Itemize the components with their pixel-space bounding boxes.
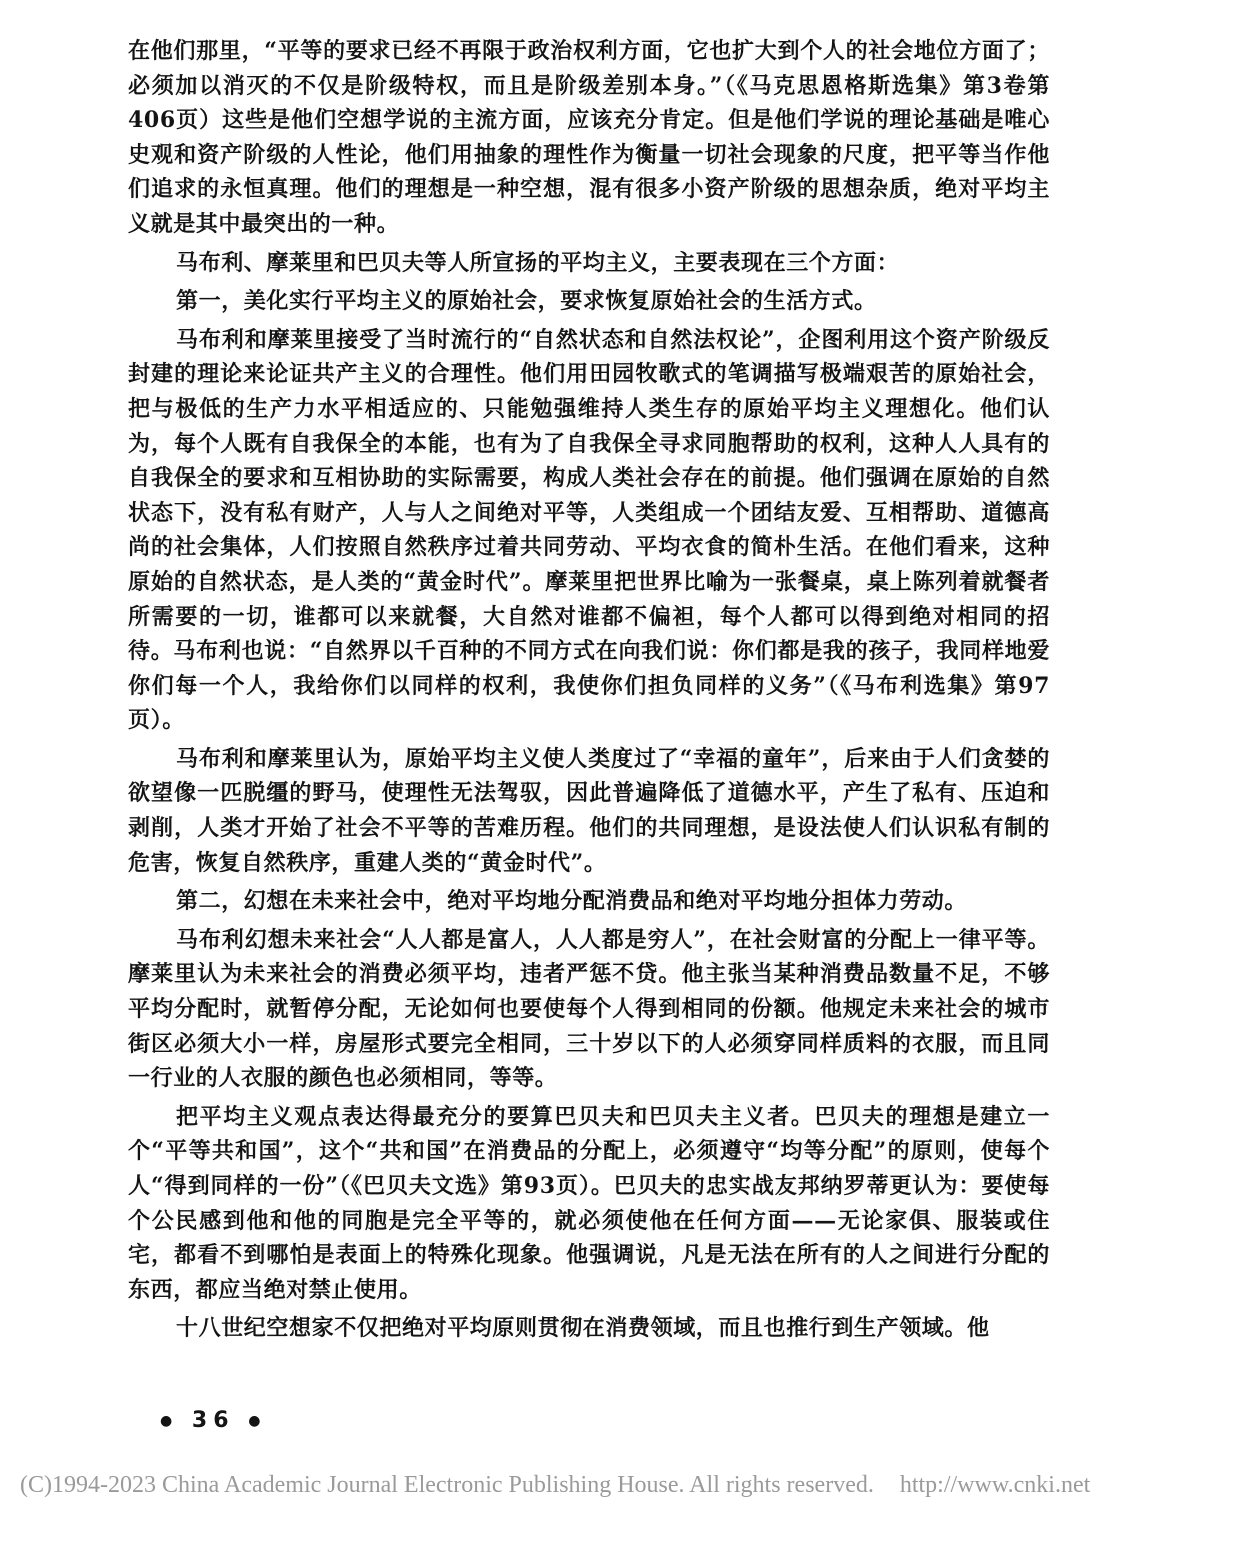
paragraph-babeuf: 把平均主义观点表达得最充分的要算巴贝夫和巴贝夫主义者。巴贝夫的理想是建立一个“平等共和国”，这个“共和国”在消费品的分配上，必须遵守“均等分配”的原则，使每个人“得到同样的一份”（《巴贝夫文选》第93页）。巴贝夫的忠实战友邦纳罗蒂更认为：要使每个公民感到他和他的同胞是完全平等的，就必须使他在任何方面——无论家俱、服装或住宅，都看不到哪怕是表面上的特殊化现象。他强调说，凡是无法在所有的人之间进行分配的东西，都应当绝对禁止使用。 xyxy=(128,1103,1050,1303)
paragraph-happy-childhood: 马布利和摩莱里认为，原始平均主义使人类度过了“幸福的童年”，后来由于人们贪婪的欲望像一匹脱缰的野马，使理性无法驾驭，因此普遍降低了道德水平，产生了私有、压迫和剥削，人类才开始了社会不平等的苦难历程。他们的共同理想，是设法使人们认识私有制的危害，恢复自然秩序，重建人类的“黄金时代”。 xyxy=(128,745,1050,876)
article-body xyxy=(128,34,1050,1350)
paragraph-mably-morelly: 马布利幻想未来社会“人人都是富人，人人都是穷人”，在社会财富的分配上一律平等。摩莱里认为未来社会的消费必须平均，违者严惩不贷。他主张当某种消费品数量不足，不够平均分配时，就暂停分配，无论如何也要使每个人得到相同的份额。他规定未来社会的城市街区必须大小一样，房屋形式要完全相同，三十岁以下的人必须穿同样质料的衣服，而且同一行业的人衣服的颜色也必须相同，等等。 xyxy=(128,926,1050,1092)
page-number xyxy=(160,1408,266,1433)
bullet-icon: ● xyxy=(248,1413,267,1429)
page-number-value: 36 xyxy=(191,1408,235,1433)
footer-url: http://www.cnki.net xyxy=(899,1472,1091,1498)
paragraph-natural-state: 马布利和摩莱里接受了当时流行的“自然状态和自然法权论”，企图利用这个资产阶级反封建的理论来论证共产主义的合理性。他们用田园牧歌式的笔调描写极端艰苦的原始社会，把与极低的生产力水平相适应的、只能勉强维持人类生存的原始平均主义理想化。他们认为，每个人既有自我保全的本能，也有为了自我保全寻求同胞帮助的权利，这种人人具有的自我保全的要求和互相协助的实际需要，构成人类社会存在的前提。他们强调在原始的自然状态下，没有私有财产，人与人之间绝对平等，人类组成一个团结友爱、互相帮助、道德高尚的社会集体，人们按照自然秩序过着共同劳动、平均衣食的简朴生活。在他们看来，这种原始的自然状态，是人类的“黄金时代”。摩莱里把世界比喻为一张餐桌，桌上陈列着就餐者所需要的一切，谁都可以来就餐，大自然对谁都不偏袒，每个人都可以得到绝对相同的招待。马布利也说：“自然界以千百种的不同方式在向我们说：你们都是我的孩子，我同样地爱你们每一个人，我给你们以同样的权利，我使你们担负同样的义务”（《马布利选集》第97页）。 xyxy=(128,326,1050,734)
copyright-footer xyxy=(20,1472,1222,1499)
paragraph-first-point: 第一，美化实行平均主义的原始社会，要求恢复原始社会的生活方式。 xyxy=(176,288,877,315)
paragraph-production-field: 十八世纪空想家不仅把绝对平均原则贯彻在消费领域，而且也推行到生产领域。他 xyxy=(176,1315,990,1342)
paragraph-second-point: 第二，幻想在未来社会中，绝对平均地分配消费品和绝对平均地分担体力劳动。 xyxy=(176,888,968,915)
bullet-icon: ● xyxy=(160,1413,179,1429)
paragraph-three-aspects-intro: 马布利、摩莱里和巴贝夫等人所宣扬的平均主义，主要表现在三个方面： xyxy=(176,249,900,276)
copyright-text: (C)1994-2023 China Academic Journal Electronic Publishing House. All rights reserved. xyxy=(20,1472,874,1498)
paragraph-continuation: 在他们那里，“平等的要求已经不再限于政治权利方面，它也扩大到个人的社会地位方面了；必须加以消灭的不仅是阶级特权，而且是阶级差别本身。”（《马克思恩格斯选集》第3卷第406页）这些是他们空想学说的主流方面，应该充分肯定。但是他们学说的理论基础是唯心史观和资产阶级的人性论，他们用抽象的理性作为衡量一切社会现象的尺度，把平等当作他们追求的永恒真理。他们的理想是一种空想，混有很多小资产阶级的思想杂质，绝对平均主义就是其中最突出的一种。 xyxy=(128,38,1050,237)
